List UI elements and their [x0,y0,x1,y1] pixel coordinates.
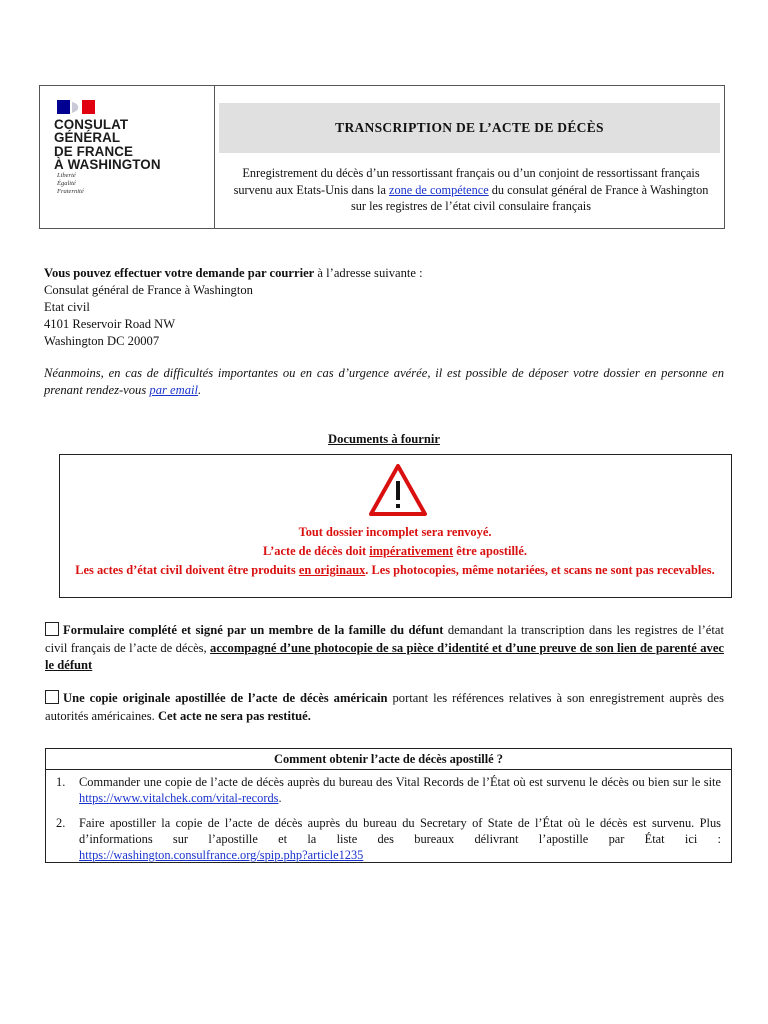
devise-line: Égalité [57,180,76,187]
marianne-flag-icon [57,100,95,114]
apostille-link[interactable]: https://washington.consulfrance.org/spip.php?article1235 [79,848,364,862]
logo-line: À WASHINGTON [54,156,161,172]
warning-line [64,561,726,580]
step-body: Commander une copie de l’acte de décès auprès du bureau des Vital Records de l’État où est survenu le décès ou bien sur le site [79,775,721,789]
how-to-step [56,774,721,806]
warning-emphasis: en originaux [298,563,366,577]
page-title: TRANSCRIPTION DE L’ACTE DE DÉCÈS [219,103,720,153]
address-line: Washington DC 20007 [44,334,160,348]
consulate-logo [40,86,215,228]
address-line: Consulat général de France à Washington [44,283,253,297]
vitalchek-link[interactable]: https://www.vitalchek.com/vital-records [79,791,279,805]
required-item-form [45,622,724,675]
address-line: Etat civil [44,300,90,314]
devise-line: Fraternité [57,188,84,195]
in-person-note [44,365,724,399]
warning-line: Tout dossier incomplet sera renvoyé. [298,525,492,539]
item-text: demandant la transcription dans les registres de l’état civil français de l’acte de décès, [45,623,724,655]
logo-line: CONSULAT [54,117,129,132]
note-text: Néanmoins, en cas de difficultés importantes ou en cas d’urgence avérée, il est possible de déposer votre dossier en personne en prenant rendez-vous [44,366,724,397]
item-bold: Une copie originale apostillée de l’acte de décès américain [63,691,388,705]
logo-line: DE FRANCE [54,143,134,159]
how-to-step [56,815,721,863]
step-number: 1. [56,775,66,789]
step-text [79,774,721,806]
warning-line [64,542,726,561]
how-to-box [45,748,732,863]
desc-text: Enregistrement du décès d’un ressortissant français ou d’un conjoint de ressortissant français survenu aux Etats-Unis dans la [233,166,700,197]
devise-line: Liberté [57,172,76,179]
step-end: . [278,791,282,805]
divider [46,769,731,770]
checkbox-certificate[interactable] [45,690,59,704]
desc-text: du consulat général de France à Washington sur les registres de l’état civil consulaire français [350,182,709,213]
item-bold-end: Cet acte ne sera pas restitué. [157,708,311,723]
warning-emphasis: impérativement [369,544,454,558]
zone-competence-link[interactable]: zone de compétence [388,182,489,197]
mail-intro-rest: à l’adresse suivante : [314,266,423,280]
required-item-death-certificate [45,690,724,725]
step-number: 2. [56,816,66,830]
email-link[interactable]: par email [149,383,199,397]
warning-triangle-icon [368,463,428,517]
warning-part: Les actes d’état civil doivent être produits [75,563,299,577]
mail-intro-bold: Vous pouvez effectuer votre demande par courrier [44,266,315,280]
header-content [215,86,724,228]
item-emphasis: accompagné d’une photocopie de sa pièce d’identité et d’une preuve de son lien de parenté avec le défunt [45,640,724,672]
warning-part: être apostillé. [453,544,527,558]
item-text: portant les références relatives à son enregistrement auprès des autorités américaines. [45,691,724,723]
logo-line: GÉNÉRAL [54,130,121,146]
warning-part: L’acte de décès doit [263,544,370,558]
warning-text [64,523,726,580]
step-text [79,815,721,863]
documents-title: Documents à fournir [328,432,440,446]
mail-intro [44,265,724,282]
devise [57,172,84,196]
mail-address-section [44,265,724,350]
warning-part: . Les photocopies, même notariées, et scans ne sont pas recevables. [365,563,715,577]
header-box [39,85,725,229]
address-line: 4101 Reservoir Road NW [44,317,176,331]
item-bold: Formulaire complété et signé par un membre de la famille du défunt [63,623,444,637]
how-to-title: Comment obtenir l’acte de décès apostillé ? [274,752,503,766]
header-description [225,165,717,215]
step-body: Faire apostiller la copie de l’acte de décès auprès du bureau du Secretary of State de l’État où le décès est survenu. Plus d’informations sur l’apostille et la liste des bureaux délivrant l’apostille par État ici : [79,816,721,846]
checkbox-form[interactable] [45,622,59,636]
note-end: . [198,383,202,397]
consulate-name [54,118,214,171]
warning-box [59,454,732,598]
